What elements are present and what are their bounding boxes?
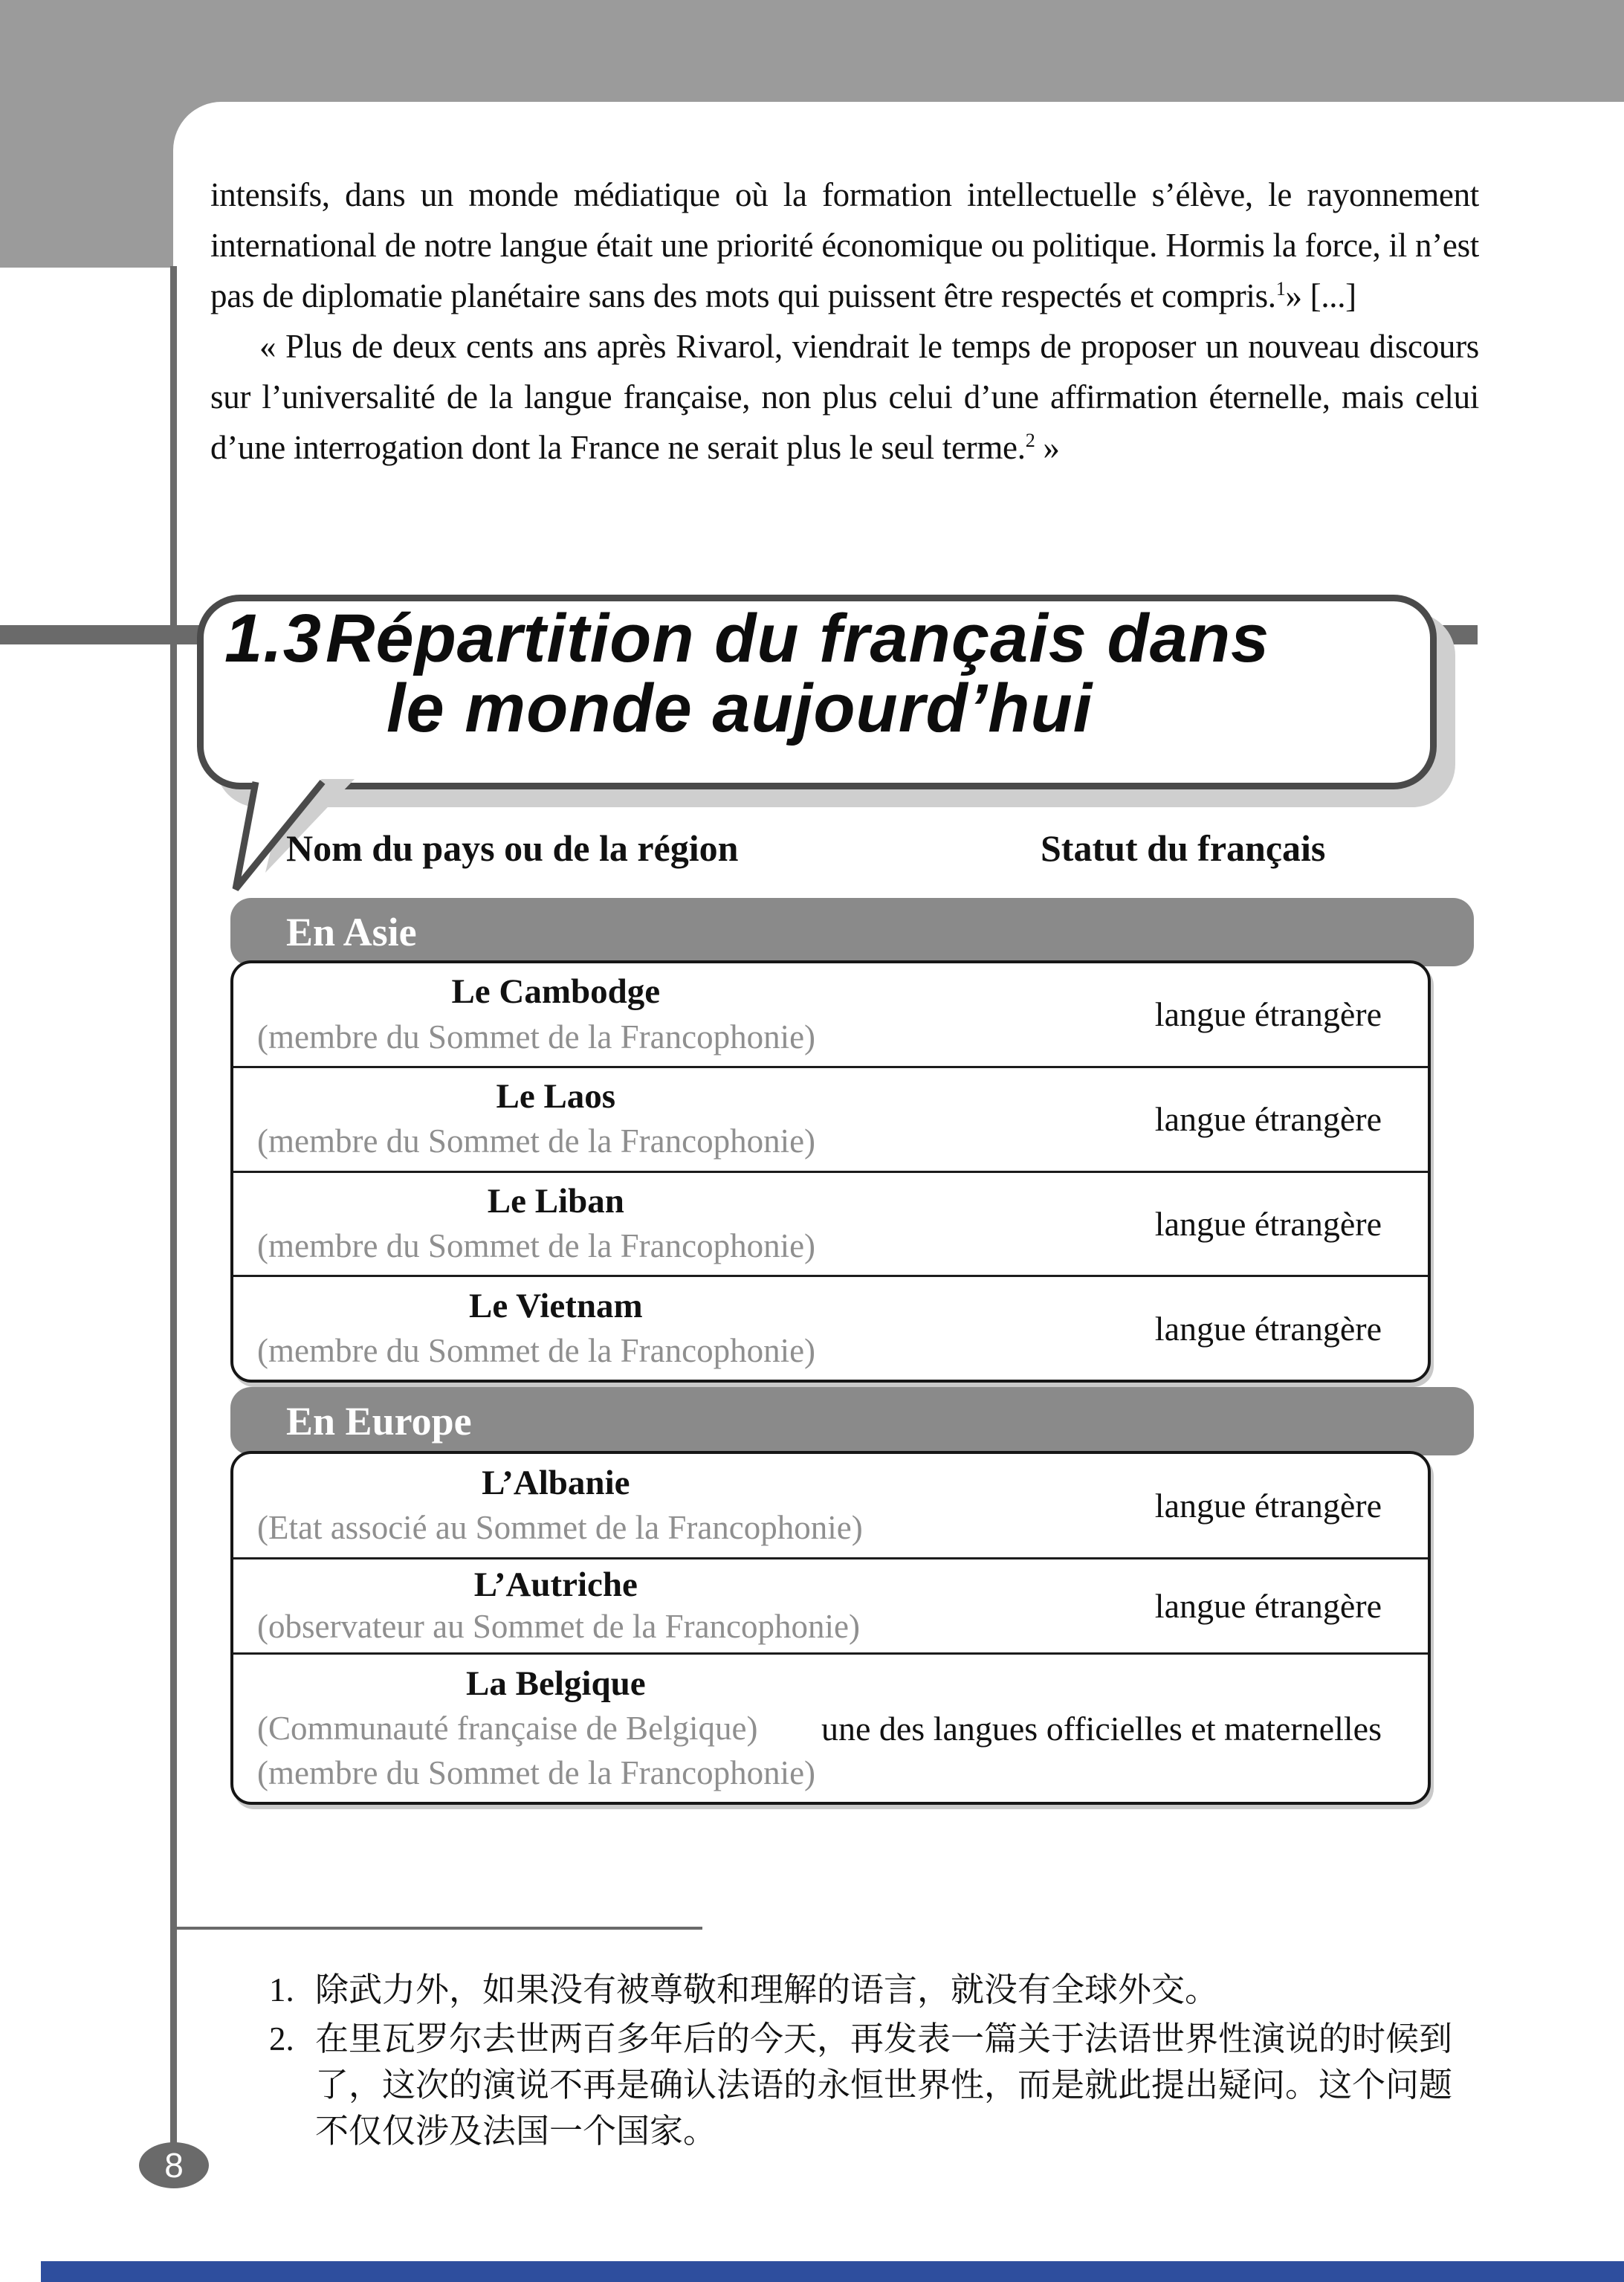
section-number: 1.3 — [224, 601, 322, 676]
paragraph-2 — [210, 321, 1479, 473]
country-note: (membre du Sommet de la Francophonie) — [257, 1227, 816, 1264]
table-row — [233, 1454, 1428, 1557]
table-row — [233, 1652, 1428, 1802]
footnote-1-text: 除武力外，如果没有被尊敬和理解的语言，就没有全球外交。 — [315, 1971, 1219, 2008]
country-name: L’Autriche — [473, 1565, 638, 1604]
section-title-line2: le monde aujourd’hui — [386, 670, 1093, 746]
status-value: langue étrangère — [1154, 1204, 1382, 1243]
country-name: Le Vietnam — [468, 1286, 643, 1325]
footnotes — [269, 1967, 1479, 2157]
section-header-asie: En Asie — [230, 898, 1474, 966]
paragraph-1-text: intensifs, dans un monde médiatique où la formation intellectuelle s’élève, le rayonnement international de notre langue était une priorité économique ou politique. Hormis la force, il n’est pas de diplomatie planétaire sans des mots qui puissent être respectés et compris. — [210, 176, 1479, 314]
page-number: 8 — [164, 2146, 184, 2185]
section-title-line1: Répartition du français dans — [326, 601, 1270, 676]
country-note: (membre du Sommet de la Francophonie) — [257, 1122, 816, 1160]
footnote-marker-1: 1 — [1275, 278, 1286, 300]
status-value: langue étrangère — [1154, 1486, 1382, 1525]
country-cell — [233, 1559, 860, 1652]
country-note: (membre du Sommet de la Francophonie) — [257, 1018, 816, 1056]
status-value: langue étrangère — [1154, 1586, 1382, 1625]
table-row — [233, 963, 1428, 1066]
country-note: (Communauté française de Belgique) — [257, 1710, 758, 1747]
country-note: (observateur au Sommet de la Francophonie) — [257, 1607, 860, 1645]
status-value: langue étrangère — [1154, 1309, 1382, 1348]
status-value: langue étrangère — [1154, 1100, 1382, 1139]
country-note: (membre du Sommet de la Francophonie) — [257, 1753, 816, 1791]
footnote-rule — [173, 1927, 702, 1930]
table-row — [233, 1066, 1428, 1171]
section-header-europe: En Europe — [230, 1387, 1474, 1455]
table-row — [233, 1557, 1428, 1652]
table-row — [233, 1275, 1428, 1380]
left-gray-block — [0, 0, 173, 268]
country-cell — [233, 1173, 855, 1276]
table-asie — [230, 960, 1431, 1383]
paragraph-2-tail: » — [1035, 429, 1060, 466]
footnote-2-number: 2. — [269, 2020, 294, 2058]
column-header-country: Nom du pays ou de la région — [286, 827, 739, 869]
country-name: La Belgique — [466, 1664, 646, 1703]
heading-ribbon-left — [0, 625, 214, 644]
column-header-status: Statut du français — [1041, 827, 1326, 869]
country-name: Le Cambodge — [451, 972, 661, 1012]
table-row — [233, 1171, 1428, 1276]
footer-blue-bar — [41, 2261, 1624, 2282]
country-cell — [233, 1454, 863, 1557]
page-number-badge — [139, 2142, 209, 2188]
footnote-2 — [269, 2016, 1479, 2154]
country-name: L’Albanie — [482, 1463, 630, 1502]
paragraph-2-text: « Plus de deux cents ans après Rivarol, viendrait le temps de proposer un nouveau discours sur l’universalité de la langue française, non plus celui d’une affirmation éternelle, mais celui d’une interrogation dont la France ne serait plus le seul terme. — [210, 328, 1479, 466]
footnote-1-number: 1. — [269, 1971, 294, 2008]
country-cell — [233, 1068, 855, 1171]
footnote-2-text: 在里瓦罗尔去世两百多年后的今天，再发表一篇关于法语世界性演说的时候到了，这次的演说不再是确认法语的永恒世界性，而是就此提出疑问。这个问题不仅仅涉及法国一个国家。 — [315, 2020, 1453, 2150]
page-edge-line — [170, 266, 177, 2145]
country-note: (membre du Sommet de la Francophonie) — [257, 1331, 816, 1369]
country-cell — [233, 1277, 855, 1380]
footnote-marker-2: 2 — [1025, 430, 1035, 451]
table-europe — [230, 1451, 1431, 1805]
country-name: Le Laos — [496, 1077, 616, 1116]
country-cell — [233, 963, 855, 1066]
status-value: langue étrangère — [1154, 995, 1382, 1034]
paragraph-1-tail: » [...] — [1285, 277, 1356, 314]
top-gray-band — [0, 0, 1624, 102]
status-value: une des langues officielles et maternelles — [821, 1709, 1382, 1748]
country-cell — [233, 1655, 855, 1802]
paragraph-1 — [210, 169, 1479, 321]
country-note: (Etat associé au Sommet de la Francophonie) — [257, 1509, 863, 1547]
country-name: Le Liban — [487, 1181, 624, 1221]
body-text — [210, 169, 1479, 473]
footnote-1 — [269, 1967, 1479, 2013]
